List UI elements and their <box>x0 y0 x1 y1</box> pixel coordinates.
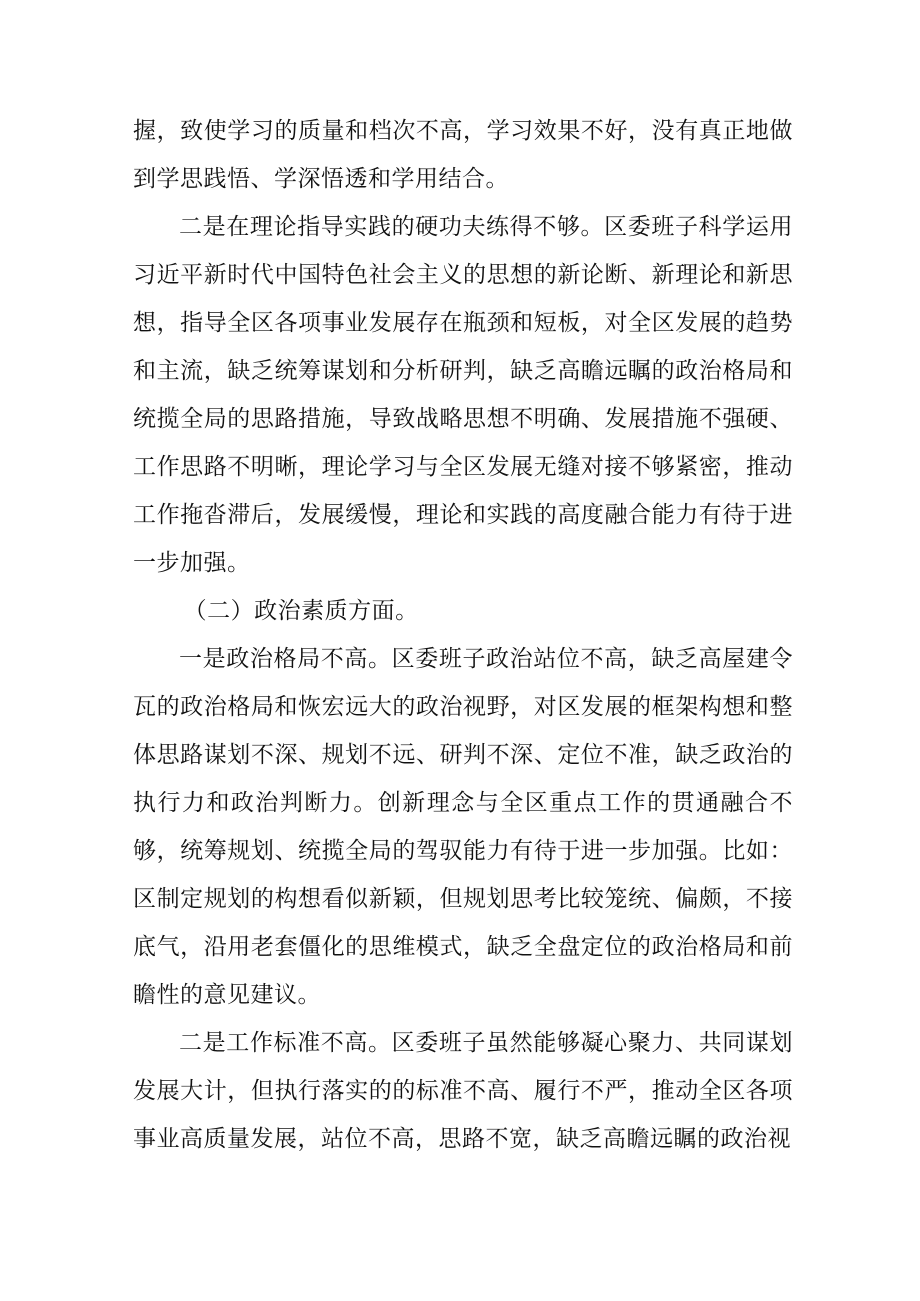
paragraph-work-standard: 二是工作标准不高。区委班子虽然能够凝心聚力、共同谋划发展大计，但执行落实的的标准不高、履行不严，推动全区各项事业高质量发展，站位不高，思路不宽，缺乏高瞻远瞩的政治视 <box>133 1030 793 1152</box>
document-body <box>133 107 793 1163</box>
paragraph-theory-practice: 二是在理论指导实践的硬功夫练得不够。区委班子科学运用习近平新时代中国特色社会主义的思想的新论断、新理论和新思想，指导全区各项事业发展存在瓶颈和短板，对全区发展的趋势和主流，缺乏统筹谋划和分析研判，缺乏高瞻远瞩的政治格局和统揽全局的思路措施，导致战略思想不明确、发展措施不强硬、工作思路不明晰，理论学习与全区发展无缝对接不够紧密，推动工作拖沓滞后，发展缓慢，理论和实践的高度融合能力有待于进一步加强。 <box>133 214 793 576</box>
paragraph-political-pattern: 一是政治格局不高。区委班子政治站位不高，缺乏高屋建令瓦的政治格局和恢宏远大的政治视野，对区发展的框架构想和整体思路谋划不深、规划不远、研判不深、定位不准，缺乏政治的执行力和政治判断力。创新理念与全区重点工作的贯通融合不够，统筹规划、统揽全局的驾驭能力有待于进一步加强。比如：区制定规划的构想看似新颖，但规划思考比较笼统、偏颇，不接底气，沿用老套僵化的思维模式，缺乏全盘定位的政治格局和前瞻性的意见建议。 <box>133 646 793 1008</box>
section-heading-political-quality: （二）政治素质方面。 <box>183 598 419 624</box>
paragraph-continuation: 握，致使学习的质量和档次不高，学习效果不好，没有真正地做到学思践悟、学深悟透和学用结合。 <box>133 118 793 192</box>
